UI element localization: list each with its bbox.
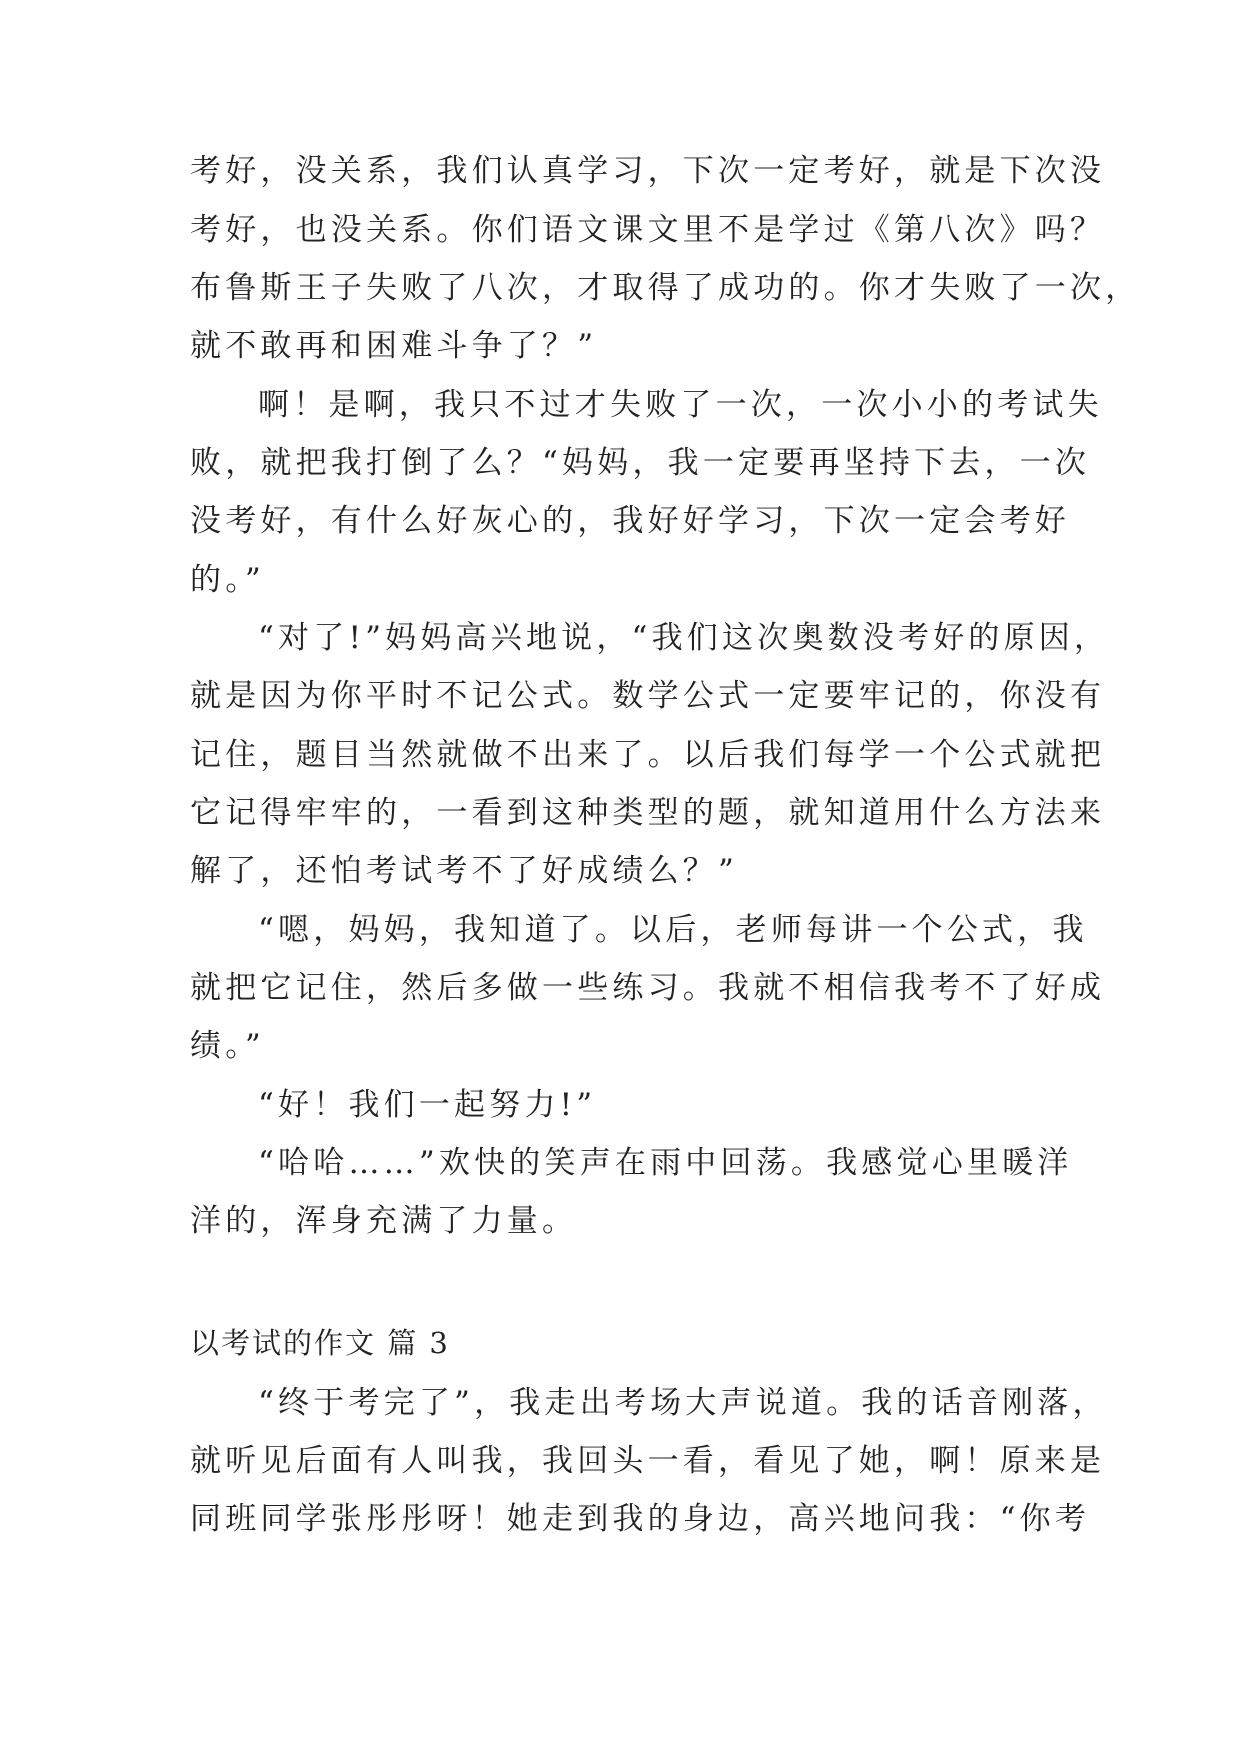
text-line: 布鲁斯王子失败了八次，才取得了成功的。你才失败了一次， [190,270,1141,306]
text-line: “终于考完了”，我走出考场大声说道。我的话音刚落， [258,1385,1108,1421]
text-line: 它记得牢牢的，一看到这种类型的题，就知道用什么方法来 [190,795,1106,831]
text-line: 考好，也没关系。你们语文课文里不是学过《第八次》吗？ [190,212,1106,248]
text-line: 洋的，浑身充满了力量。 [190,1203,578,1239]
text-line: 没考好，有什么好灰心的，我好好学习，下次一定会考好 [190,503,1070,539]
section-heading: 以考试的作文 篇 3 [190,1326,450,1360]
text-line: 就把它记住，然后多做一些练习。我就不相信我考不了好成 [190,970,1106,1006]
text-line: 解了，还怕考试考不了好成绩么？” [190,853,739,889]
text-line: 就是因为你平时不记公式。数学公式一定要牢记的，你没有 [190,678,1106,714]
text-line: 绩。” [190,1028,265,1064]
text-line: 就不敢再和困难斗争了？” [190,328,598,364]
text-line: 的。” [190,562,265,598]
text-line: “嗯，妈妈，我知道了。以后，老师每讲一个公式，我 [258,912,1088,948]
text-line: “对了!”妈妈高兴地说，“我们这次奥数没考好的原因， [258,620,1110,656]
text-line: 同班同学张彤彤呀！她走到我的身边，高兴地问我：“你考 [190,1501,1091,1537]
text-line: 败，就把我打倒了么？“妈妈，我一定要再坚持下去，一次 [190,445,1091,481]
text-line: 就听见后面有人叫我，我回头一看，看见了她，啊！原来是 [190,1443,1106,1479]
text-line: 记住，题目当然就做不出来了。以后我们每学一个公式就把 [190,737,1106,773]
text-line: “好！我们一起努力!” [258,1087,597,1123]
text-line: 啊！是啊，我只不过才失败了一次，一次小小的考试失 [258,387,1103,423]
text-line: “哈哈……”欢快的笑声在雨中回荡。我感觉心里暖洋 [258,1145,1073,1181]
text-line: 考好，没关系，我们认真学习，下次一定考好，就是下次没 [190,153,1106,189]
